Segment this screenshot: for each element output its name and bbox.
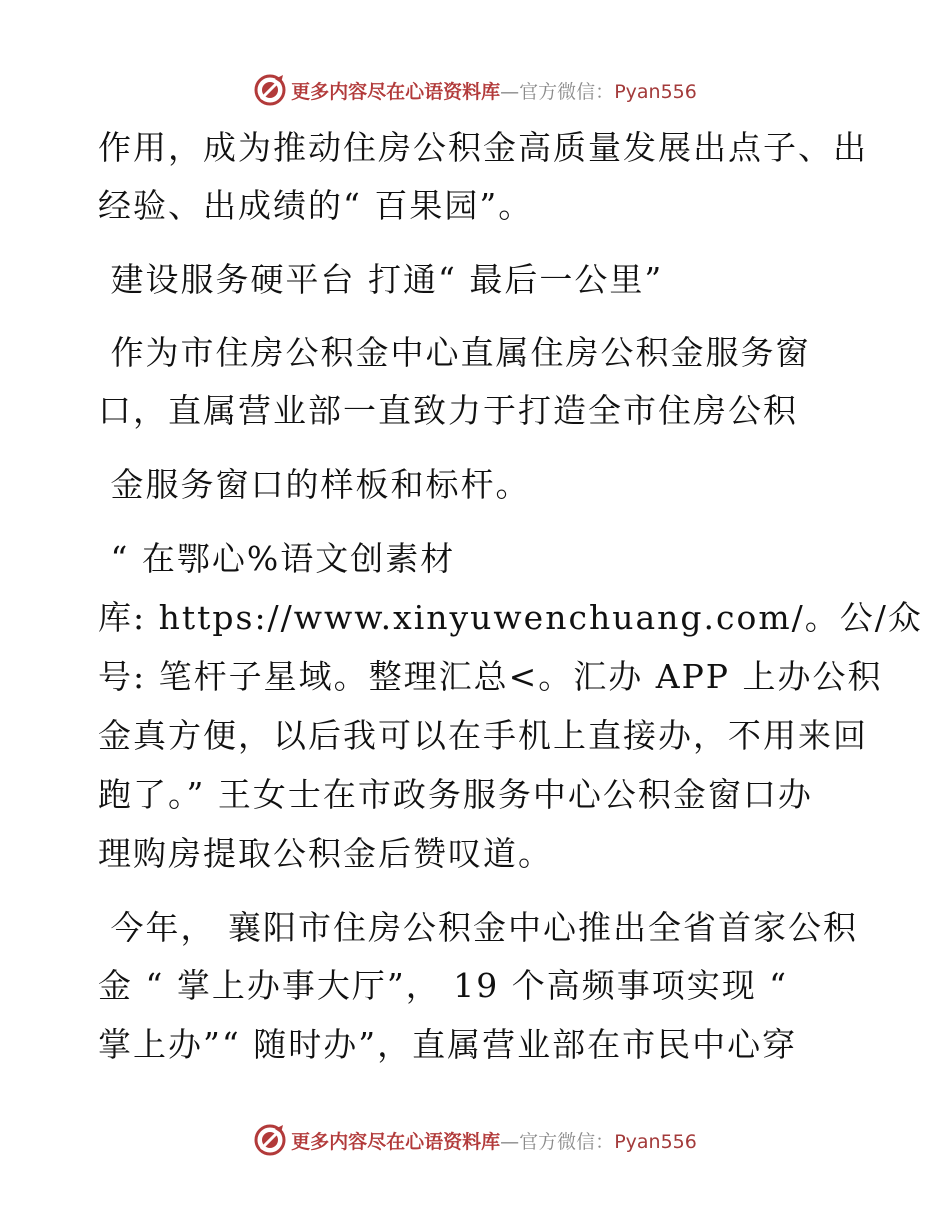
banner-official: 官方微信： bbox=[519, 80, 615, 103]
pen-logo-icon bbox=[253, 73, 287, 107]
banner-dash: — bbox=[500, 1130, 520, 1153]
header-watermark bbox=[0, 70, 950, 110]
footer-watermark bbox=[0, 1120, 950, 1160]
banner-title: 更多内容尽在心语资料库 bbox=[291, 1130, 501, 1153]
banner-official: 官方微信： bbox=[519, 1130, 615, 1153]
text-line: 口，直属营业部一直致力于打造全市住房公积 bbox=[98, 391, 798, 430]
banner-dash: — bbox=[500, 80, 520, 103]
text-line: 掌上办”“ 随时办”，直属营业部在市民中心穿 bbox=[98, 1025, 798, 1064]
text-line: 金 “ 掌上办事大厅”， 19 个高频事项实现 “ bbox=[98, 966, 789, 1005]
text-line: 金服务窗口的样板和标杆。 bbox=[98, 465, 531, 504]
text-line: “ 在鄂心%语文创素材 bbox=[98, 539, 456, 578]
text-line: 金真方便，以后我可以在手机上直接办，不用来回 bbox=[98, 716, 868, 755]
banner-wechat-id: Pyan556 bbox=[614, 1130, 697, 1153]
pen-logo-icon bbox=[253, 1123, 287, 1157]
text-line: 号: 笔杆子星域。整理汇总<。汇办 APP 上办公积 bbox=[98, 657, 883, 696]
text-line: 库: https://www.xinyuwenchuang.com/。公/众 bbox=[98, 598, 923, 637]
text-line: 作为市住房公积金中心直属住房公积金服务窗 bbox=[98, 333, 811, 372]
text-line: 跑了。” 王女士在市政务服务中心公积金窗口办 bbox=[98, 775, 813, 814]
section-heading: 建设服务硬平台 打通“ 最后一公里” bbox=[98, 260, 664, 299]
text-line: 理购房提取公积金后赞叹道。 bbox=[98, 834, 553, 873]
text-line: 作用，成为推动住房公积金高质量发展出点子、出 bbox=[98, 128, 868, 167]
text-line: 今年， 襄阳市住房公积金中心推出全省首家公积 bbox=[98, 908, 858, 947]
banner-wechat-id: Pyan556 bbox=[614, 80, 697, 103]
banner-title: 更多内容尽在心语资料库 bbox=[291, 80, 501, 103]
text-line: 经验、出成绩的“ 百果园”。 bbox=[98, 186, 534, 225]
